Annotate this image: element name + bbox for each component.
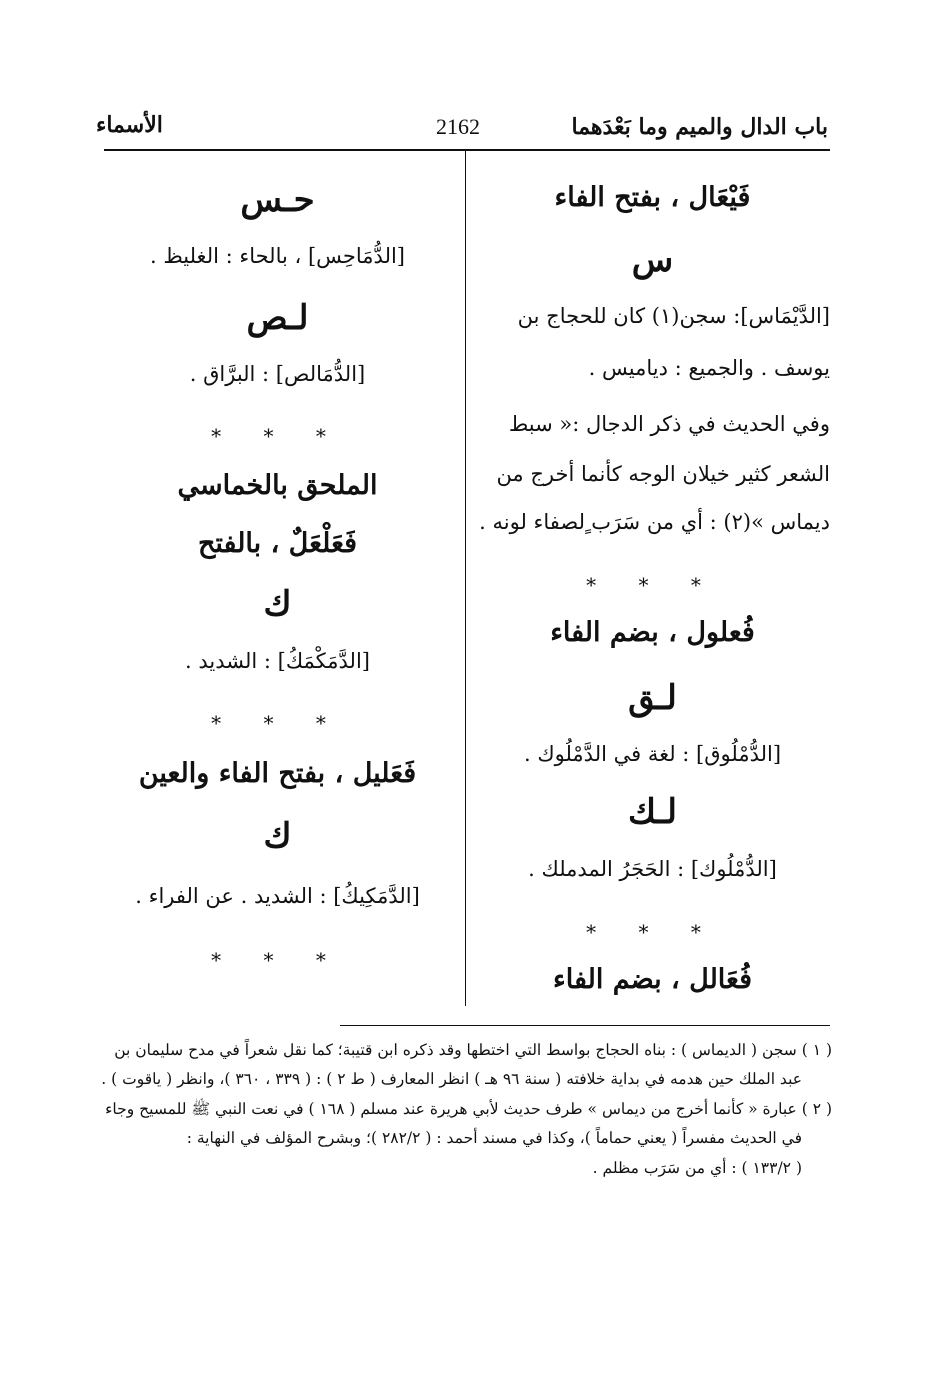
pattern-heading: فُعلول ، بضم الفاء — [550, 617, 755, 648]
section-separator: * * * — [211, 424, 344, 448]
section-separator: * * * — [211, 948, 344, 972]
root-heading: حـس — [240, 180, 315, 220]
page-header — [96, 108, 828, 152]
root-heading: ك — [263, 816, 292, 856]
root-heading: س — [631, 240, 674, 280]
section-separator: * * * — [586, 920, 719, 944]
section-heading: الملحق بالخماسي — [177, 470, 378, 501]
footnote-line: ( ٢ ) عبارة « كأنما أخرج من ديماس » طرف حديث لأبي هريرة عند مسلم ( ١٦٨ ) في نعت النبي ﷺ للمسيح وجاء — [105, 1099, 832, 1118]
footnote-line: عبد الملك حين هدمه في بداية خلافته ( سنة ٩٦ هـ ) انظر المعارف ( ط ٢ ) : ( ٣٣٩ ، ٣٦٠ )، وانظر ( ياقوت ) . — [101, 1070, 802, 1089]
footnote-line: ( ١ ) سجن ( الديماس ) : بناه الحجاج بواسط التي اختطها وقد ذكره ابن قتيبة؛ كما نقل شعراً في مدح سليمان بن — [114, 1041, 832, 1059]
root-heading: ك — [263, 584, 292, 624]
footnote-rule — [340, 1025, 830, 1026]
pattern-heading: فَعَلْعَلٌ ، بالفتح — [197, 528, 358, 559]
root-heading: لـك — [628, 792, 677, 832]
entry-line: يوسف . والجميع : دياميس . — [588, 356, 830, 380]
footnote-line: ( ١٣٣/٢ ) : أي من سَرَب مظلم . — [592, 1158, 802, 1177]
entry-line: [الدُّمَالص] : البرَّاق . — [189, 362, 366, 386]
pattern-heading: فُعَالل ، بضم الفاء — [553, 964, 752, 995]
entry-line: [الدُّمْلُوق] : لغة في الدَّمْلُوك . — [523, 742, 782, 766]
section-separator: * * * — [211, 711, 344, 735]
root-heading: لـق — [628, 678, 677, 718]
section-separator: * * * — [586, 573, 719, 597]
entry-line: [الدَّمَكْمَكُ] : الشديد . — [185, 649, 370, 673]
entry-line: [الدَّمَكِيكُ] : الشديد . عن الفراء . — [135, 884, 420, 908]
chapter-title: باب الدال والميم وما بَعْدَهما — [571, 114, 828, 140]
pattern-heading: فَعَليل ، بفتح الفاء والعين — [138, 758, 417, 789]
entry-line: وفي الحديث في ذكر الدجال :« سبط — [508, 412, 830, 436]
entry-line: [الدَّيْمَاس]: سجن(١) كان للحجاج بن — [517, 304, 830, 328]
page-number: 2162 — [436, 114, 480, 139]
footnotes — [96, 1036, 832, 1183]
entry-line: [الدُّمَاحِس] ، بالحاء : الغليظ . — [149, 244, 405, 268]
entry-line: ديماس »(٢) : أي من سَرَب ٍلصفاء لونه . — [479, 510, 830, 534]
entry-line: [الدُّمْلُوك] : الحَجَرُ المدملك . — [528, 857, 777, 881]
header-rule — [104, 149, 830, 151]
entry-line: الشعر كثير خيلان الوجه كأنما أخرج من — [496, 462, 830, 486]
section-title: الأسماء — [96, 112, 163, 138]
root-heading: لـص — [246, 298, 309, 338]
column-divider — [465, 151, 466, 1006]
pattern-heading: فَيْعَال ، بفتح الفاء — [554, 182, 751, 213]
footnote-line: في الحديث مفسراً ( يعني حماماً )، وكذا في مسند أحمد : ( ٢٨٢/٢ )؛ وبشرح المؤلف في النهاية : — [186, 1129, 802, 1148]
